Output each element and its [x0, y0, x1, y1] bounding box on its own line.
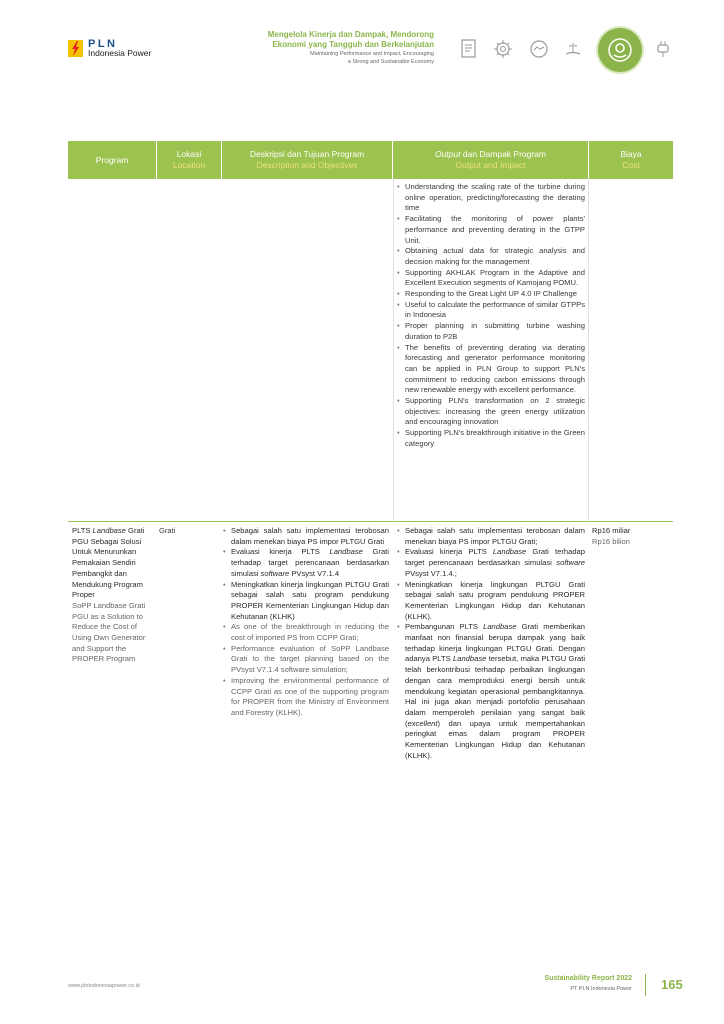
list-item: • Responding to the Great Light UP 4.0 IP Challenge [396, 289, 585, 300]
column-biaya-label: Biaya [620, 149, 642, 159]
list-item: • Improving the environmental performance of CCPP Grati as one of the supporting program for PROPER from the Ministry of Environment and Forestry (KLHK). [222, 676, 389, 719]
deskripsi-cell [222, 526, 389, 719]
chapter-subtitle-line1: Maintaining Performance and Impact, Encouraging [310, 51, 434, 57]
brand-subname: Indonesia Power [88, 48, 152, 58]
column-header-output [393, 141, 589, 179]
program-cell [72, 526, 152, 665]
list-item: • The benefits of preventing derating via derating forecasting and generator performance monitoring can be applied in PLN Group to support PLN's commitment to reducing carbon emissions through new renewable energy with excellent performance. [396, 343, 585, 397]
list-item: • Meningkatkan kinerja lingkungan PLTGU Grati sebagai salah satu program pendukung PROPER Kementerian Lingkungan Hidup dan Kehutanan (KLHK) [222, 580, 389, 623]
list-item: • Facilitating the monitoring of power plants' performance and preventing derating in the GTPP Unit. [396, 214, 585, 246]
footer-url[interactable]: www.plnindonesiapower.co.id [68, 983, 140, 989]
list-item: • Useful to calculate the performance of similar GTPPs in Indonesia [396, 300, 585, 321]
footer-company: PT PLN Indonesia Power [570, 986, 632, 992]
chapter-subtitle-line2: a Strong and Sustainable Economy [347, 59, 434, 65]
column-program-label: Program [95, 154, 129, 165]
list-item: • As one of the breakthrough in reducing the cost of imported PS from CCPP Grati; [222, 622, 389, 643]
footer-report-title: Sustainability Report 2022 [544, 975, 632, 982]
program-name-id: PLTS Landbase Grati PGU Sebagai Solusi Untuk Menurunkan Pemakaian Sendiri Pembangkit dan Mendukung Program Proper [72, 526, 145, 600]
biaya-id: Rp16 miliar [592, 526, 631, 535]
list-item: • Supporting PLN's transformation on 2 strategic objectives: increasing the green energy utilization and encouraging innovation [396, 396, 585, 428]
list-item: • Supporting PLN's breakthrough initiative in the Green category [396, 428, 585, 449]
column-output-label-en: Output and Impact [455, 160, 526, 170]
report-icon[interactable] [458, 38, 480, 60]
column-lokasi-label-en: Location [172, 160, 206, 170]
plug-icon[interactable] [652, 38, 674, 60]
column-divider [588, 179, 589, 521]
hand-plant-icon[interactable] [562, 38, 584, 60]
chapter-title-line1: Mengelola Kinerja dan Dampak, Mendorong [267, 30, 434, 39]
column-header-deskripsi [222, 141, 393, 179]
program-name-en: SoPP Landbase Grati PGU as a Solution to Reduce the Cost of Using Own Generator and Support the PROPER Program [72, 600, 146, 664]
chapter-title-line2: Ekonomi yang Tangguh dan Berkelanjutan [272, 40, 434, 49]
list-item: • Understanding the scaling rate of the turbine during online operation, predicting/forecasting the derating time [396, 182, 585, 214]
emblem-icon[interactable] [598, 28, 642, 72]
list-item: • Obtaining actual data for strategic analysis and decision making for the management [396, 246, 585, 267]
list-item: • Sebagai salah satu implementasi terobosan dalam menekan biaya PS impor PLTGU Grati; [396, 526, 585, 547]
list-item: • Sebagai salah satu implementasi terobosan dalam menekan biaya PS impor PLTGU Grati [222, 526, 389, 547]
biaya-cell [592, 526, 670, 547]
row-separator [68, 521, 673, 522]
column-header-lokasi [157, 141, 222, 179]
list-item: • Meningkatkan kinerja lingkungan PLTGU Grati sebagai salah satu program pendukung PROPER Kementerian Lingkungan Hidup dan Kehutanan (KLHK). [396, 580, 585, 623]
chapter-title [234, 30, 434, 66]
biaya-en: Rp16 bilion [592, 536, 630, 546]
list-item: • Performance evaluation of SoPP Landbase Grati to the target planning based on the PVsyst V7.1.4 software simulation; [222, 644, 389, 676]
handshake-icon[interactable] [528, 38, 550, 60]
column-lokasi-label: Lokasi [176, 149, 202, 159]
column-divider [393, 179, 394, 521]
list-item: • Pembangunan PLTS Landbase Grati memberikan manfaat non finansial berupa dampak yang baik terhadap kinerja lingkungan PLTGU Grati. Dengan adanya PLTS Landbase tersebut, maka PLTGU Grati telah berkontribusi terhadap perbaikan lingkungan dengan cara memproduksi energi bersih untuk mendukung kegiatan operasional pembangkitannya. Hal ini juga akan menjadi portofolio perusahaan dalam memperoleh penilaian yang sangat baik (excellent) dan upaya untuk mempertahankan peringkat emas dalam program PROPER Kementerian Lingkungan Hidup dan Kehutanan (KLHK). [396, 622, 585, 761]
lokasi-cell: Grati [159, 526, 176, 535]
list-item: • Proper planning in submitting turbine washing duration to P2B [396, 321, 585, 342]
column-deskripsi-label: Deskripsi dan Tujuan Program [249, 149, 365, 159]
lightning-icon [68, 40, 83, 57]
column-header-program [68, 141, 157, 179]
gear-icon[interactable] [492, 38, 514, 60]
column-header-biaya [589, 141, 673, 179]
table-header [68, 141, 673, 179]
brand-name: PLN [88, 38, 118, 50]
column-output-label: Output dan Dampak Program [434, 149, 547, 159]
pln-logo [68, 39, 178, 61]
output-cell [396, 526, 585, 761]
column-deskripsi-label-en: Description and Objectives [256, 160, 358, 170]
footer-divider [645, 974, 646, 996]
list-item: • Supporting AKHLAK Program in the Adaptive and Excellent Execution segments of Kamojang POMU. [396, 268, 585, 289]
page-number: 165 [661, 977, 683, 992]
continued-output-cell [396, 182, 585, 450]
column-biaya-label-en: Cost [622, 160, 640, 170]
list-item: • Evaluasi kinerja PLTS Landbase Grati terhadap target perencanaan berdasarkan simulasi software PVsyst V7.1.4 [222, 547, 389, 579]
list-item: • Evaluasi kinerja PLTS Landbase Grati terhadap target perencanaan berdasarkan simulasi software PVsyst V7.1.4.; [396, 547, 585, 579]
